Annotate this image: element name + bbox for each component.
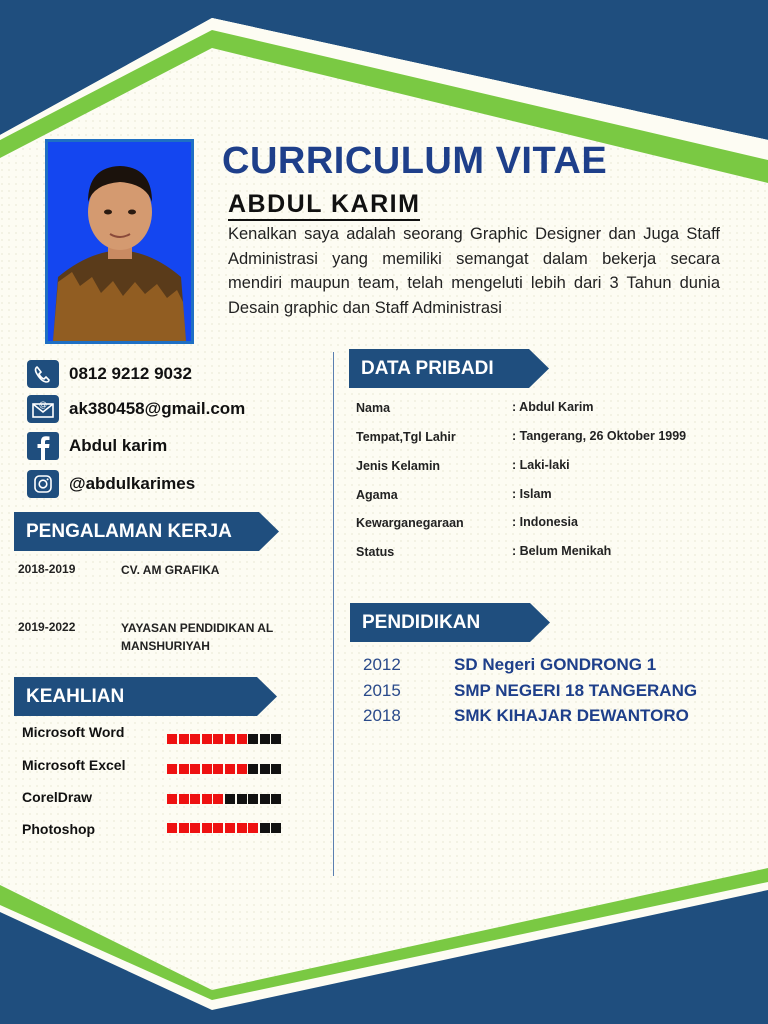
skill-square-filled (167, 794, 177, 804)
skill-square-filled (237, 823, 247, 833)
personal-label: Tempat,Tgl Lahir (356, 430, 456, 444)
personal-value: : Islam (512, 487, 552, 501)
skill-square-empty (260, 764, 270, 774)
skill-square-empty (248, 794, 258, 804)
skill-square-filled (179, 823, 189, 833)
skill-square-empty (260, 794, 270, 804)
contact-text: ak380458@gmail.com (69, 399, 246, 418)
skill-square-empty (237, 794, 247, 804)
skill-square-empty (271, 734, 281, 744)
experience-years: 2018-2019 (18, 562, 76, 576)
skill-level-bar (167, 794, 283, 806)
skill-square-empty (248, 734, 258, 744)
skill-level-bar (167, 764, 283, 776)
personal-value: : Belum Menikah (512, 544, 612, 558)
skill-square-filled (237, 764, 247, 774)
skill-square-filled (190, 823, 200, 833)
education-year: 2018 (363, 706, 401, 725)
personal-label: Jenis Kelamin (356, 459, 441, 473)
skill-square-filled (225, 764, 235, 774)
skill-square-filled (202, 794, 212, 804)
personal-label: Status (356, 545, 395, 559)
skill-name: Microsoft Word (22, 724, 125, 740)
skill-name: Microsoft Excel (22, 757, 126, 773)
skill-square-filled (167, 764, 177, 774)
contact-text: @abdulkarimes (69, 474, 196, 493)
instagram-icon (27, 470, 59, 498)
skill-square-empty (260, 823, 270, 833)
education-school: SMK KIHAJAR DEWANTORO (454, 706, 689, 725)
skill-square-filled (202, 764, 212, 774)
experience-company: YAYASAN PENDIDIKAN AL MANSHURIYAH (121, 621, 274, 653)
skill-square-filled (202, 823, 212, 833)
phone-icon (27, 360, 59, 388)
contact-email[interactable] (27, 395, 245, 423)
skill-square-empty (271, 823, 281, 833)
skill-square-filled (213, 823, 223, 833)
section-title: DATA PRIBADI (361, 358, 494, 379)
contact-text: 0812 9212 9032 (69, 364, 192, 383)
personal-value: : Indonesia (512, 515, 578, 529)
personal-label: Nama (356, 401, 391, 415)
skill-square-empty (225, 794, 235, 804)
contact-facebook[interactable] (27, 432, 167, 460)
profile-photo (45, 139, 194, 344)
education-heading (350, 603, 550, 642)
experience-years: 2019-2022 (18, 620, 76, 634)
skill-square-filled (190, 764, 200, 774)
personal-label: Kewarganegaraan (356, 516, 464, 530)
personal-value: : Tangerang, 26 Oktober 1999 (512, 429, 687, 443)
experience-heading (14, 512, 279, 551)
personal-heading (349, 349, 549, 388)
email-icon (27, 395, 59, 423)
section-title: KEAHLIAN (26, 686, 125, 707)
section-title: PENGALAMAN KERJA (26, 521, 232, 542)
skill-square-filled (202, 734, 212, 744)
skill-level-bar (167, 823, 283, 835)
skill-square-filled (213, 794, 223, 804)
person-silhouette-icon (48, 142, 191, 341)
skill-square-empty (271, 794, 281, 804)
education-school: SD Negeri GONDRONG 1 (454, 655, 657, 674)
skill-square-filled (167, 734, 177, 744)
skill-name: CorelDraw (22, 789, 93, 805)
education-year: 2015 (363, 681, 401, 700)
contact-text: Abdul karim (69, 436, 168, 455)
skill-square-filled (179, 734, 189, 744)
experience-company: CV. AM GRAFIKA (121, 563, 220, 577)
skill-square-filled (213, 734, 223, 744)
svg-text:@: @ (39, 400, 47, 409)
skill-square-empty (260, 734, 270, 744)
education-year: 2012 (363, 655, 401, 674)
section-title: PENDIDIKAN (362, 612, 481, 633)
contact-phone[interactable] (27, 360, 192, 388)
skill-square-filled (167, 823, 177, 833)
intro-paragraph: Kenalkan saya adalah seorang Graphic Designer dan Juga Staff Administrasi yang memiliki semangat dalam bekerja secara mendiri maupun team, telah mengeluti lebih dari 3 Tahun dunia Desain graphic dan Staff Administrasi (228, 225, 720, 317)
skill-level-bar (167, 734, 283, 746)
skill-square-filled (248, 823, 258, 833)
skill-square-filled (237, 734, 247, 744)
skill-square-filled (190, 734, 200, 744)
skill-square-filled (179, 794, 189, 804)
person-name: ABDUL KARIM (228, 190, 420, 221)
skill-square-filled (213, 764, 223, 774)
personal-value: : Abdul Karim (512, 400, 594, 414)
skills-heading (14, 677, 277, 716)
contact-instagram[interactable] (27, 470, 195, 498)
skill-square-empty (271, 764, 281, 774)
education-school: SMP NEGERI 18 TANGERANG (454, 681, 698, 700)
skill-square-filled (225, 734, 235, 744)
column-divider (333, 352, 334, 876)
page-title: CURRICULUM VITAE (222, 140, 608, 182)
skill-square-filled (179, 764, 189, 774)
personal-value: : Laki-laki (512, 458, 570, 472)
skill-square-filled (225, 823, 235, 833)
facebook-icon (27, 432, 59, 460)
skill-square-empty (248, 764, 258, 774)
skill-square-filled (190, 794, 200, 804)
personal-label: Agama (356, 488, 398, 502)
skill-name: Photoshop (22, 821, 96, 837)
